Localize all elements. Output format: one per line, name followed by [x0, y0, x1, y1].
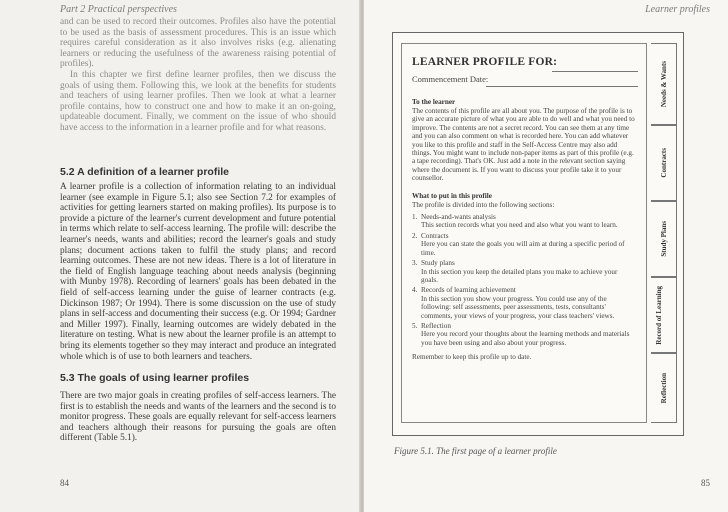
list-item: 2. Contracts Here you can state the goals you will aim at during a specific period of time.: [412, 231, 625, 257]
to-learner-heading: To the learner: [412, 98, 456, 106]
list-item: 3. Study plans In this section you keep the detailed plans you make to achieve your goals.: [412, 259, 618, 284]
section-5-3-heading: 5.3 The goals of using learner profiles: [60, 372, 250, 384]
learner-profile-figure: [392, 32, 684, 436]
section-5-3-text: There are two major goals in creating profiles of self-access learners. The first is to establish the needs and wants of the learners and the second is to monitor progress. These goals are equally relevant for self-access learners and teachers although their reasons for pursuing the goals are often different (Table 5.1).: [60, 391, 336, 444]
list-item: 1. Needs-and-wants analysis This section records what you need and also what you want to learn.: [412, 213, 618, 230]
list-item: 5. Reflection Here you record your thoughts about the learning methods and materials you have been using and also about your progress.: [412, 321, 630, 347]
profile-title: LEARNER PROFILE FOR:: [412, 56, 558, 68]
list-item: 4. Records of learning achievement In this section you show your progress. You could use any of the following: self assessments, peer assessments, tests, consultants' comments, your views of your progress, your class teachers' views.: [412, 286, 615, 320]
section-5-3-body: [60, 391, 336, 444]
what-to-put-heading: What to put in this profile: [412, 191, 492, 200]
left-page-number: 84: [60, 478, 69, 488]
commencement-date-label: Commencement Date:: [412, 74, 489, 84]
intro-paragraph-1: and can be used to record their outcomes. Profiles also have the potential to be used as the basis of assessment procedures. This is an issue which requires careful consideration as it also involves risks (e.g. alienating learners or reducing the usefulness of the awareness raising potential of profiles).: [60, 17, 336, 70]
section-5-2-text: A learner profile is a collection of information relating to an individual learner (see example in Figure 5.1; also see Section 7.2 for examples of activities for getting learners started on making profiles). Its purpose is to provide a picture of the learner's current development and future potential in terms which relate to self-access learning. The profile will: describe the learner's needs, wants and abilities; record the learner's goals and study plans; document actions taken to fulfil the study plans; and record learning outcomes. These are not new ideas. There is a lot of literature in the field of English language teaching about needs analysis (beginning with Munby 1978). Recording of learners' goals has been debated in the field of self-access learning under the guise of learner contracts (e.g. Dickinson 1987; Or 1994). There is some discussion on the use of study plans in self-access and documenting their success (e.g. Or 1994; Gardner and Miller 1997). Finally, learning outcomes are widely debated in the literature on testing. What is new about the learner profile is an attempt to bring its elements together so they may interact and produce an integrated whole which is of use to both learners and teachers.: [60, 182, 336, 362]
what-to-put-text: The profile is divided into the following sections:: [412, 200, 555, 209]
intro-block: [60, 17, 336, 134]
tab-record-of-learning: Record of Learning: [651, 277, 677, 353]
section-5-2-body: [60, 182, 336, 362]
name-underline: [552, 71, 638, 72]
right-running-head: Learner profiles: [645, 4, 710, 15]
tab-reflection: Reflection: [651, 353, 677, 423]
intro-paragraph-2: In this chapter we first define learner profiles, then we discuss the goals of using them. Following this, we look at the benefits for students and teachers of using learner profiles. Then we look at what a learner profile contains, how to construct one and how to make it an on-going, updateable document. Finally, we comment on the issue of who should have access to the information in a learner profile and for what reasons.: [60, 69, 336, 133]
figure-caption: Figure 5.1. The first page of a learner profile: [394, 446, 557, 456]
update-reminder: Remember to keep this profile up to date.: [412, 353, 532, 362]
profile-form: [401, 43, 647, 423]
left-page: [0, 0, 362, 512]
date-underline: [486, 86, 638, 87]
right-page-number: 85: [701, 478, 710, 488]
tab-study-plans: Study Plans: [651, 201, 677, 277]
tab-contracts: Contracts: [651, 125, 677, 201]
left-running-head: Part 2 Practical perspectives: [60, 4, 177, 15]
tab-needs-wants: Needs & Wants: [651, 43, 677, 125]
profile-sections-list: [412, 213, 636, 347]
section-tabs: [651, 43, 677, 423]
to-learner-text: The contents of this profile are all about you. The purpose of the profile is to give an accurate picture of what you are able to do well and what you need to improve. The contents are not a secret record. You can see them at any time and you can also comment on what is recorded here. You can add whatever you like to this profile and staff in the Self-Access Centre may also add things. You might want to include non-paper items as part of this profile (e.g. a tape recording). That's OK. Just add a note in the relevant section saying where the document is. If you want to discuss your profile take it to your counsellor.: [412, 107, 635, 183]
right-page: [364, 0, 728, 512]
section-5-2-heading: 5.2 A definition of a learner profile: [60, 166, 229, 178]
